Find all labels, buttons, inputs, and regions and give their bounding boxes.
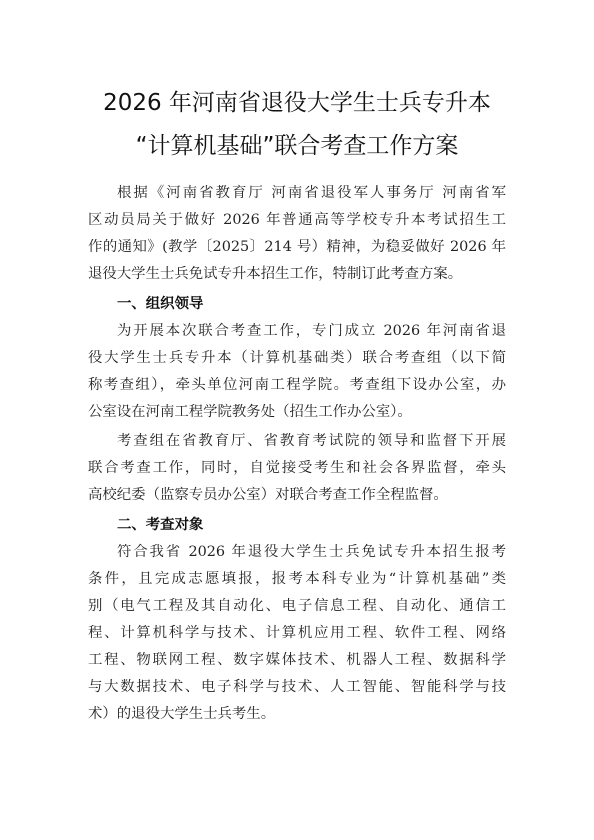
section-1-heading: 一、组织领导 — [117, 296, 204, 312]
section-2-heading: 二、考查对象 — [117, 517, 204, 533]
section-2-para-1-line-4: 程、计算机科学与技术、计算机应用工程、软件工程、网络 — [88, 625, 506, 641]
section-1-para-1-line-4: 公室设在河南工程学院教务处（招生工作办公室）。 — [88, 404, 412, 420]
document-title-line-2: “计算机基础”联合考查工作方案 — [135, 133, 459, 159]
intro-line-2: 区动员局关于做好 2026 年普通高等学校专升本考试招生工 — [88, 212, 506, 228]
section-2-para-1-line-6: 与大数据技术、电子科学与技术、人工智能、智能科学与技 — [88, 679, 506, 695]
section-2-para-1-line-5: 工程、物联网工程、数字媒体技术、机器人工程、数据科学 — [88, 652, 506, 668]
section-2-para-1-line-2: 条件，且完成志愿填报，报考本科专业为“计算机基础”类 — [88, 571, 506, 587]
section-1-para-1-line-1: 为开展本次联合考查工作，专门成立 2026 年河南省退 — [117, 323, 506, 339]
section-2-para-1-line-7: 术）的退役大学生士兵考生。 — [88, 706, 276, 722]
section-1-para-1-line-2: 役大学生士兵专升本（计算机基础类）联合考查组（以下简 — [88, 350, 506, 366]
section-1-para-2-line-3: 高校纪委（监察专员办公室）对联合考查工作全程监督。 — [88, 487, 448, 503]
document-title-line-1: 2026 年河南省退役大学生士兵专升本 — [103, 90, 491, 116]
intro-line-4: 退役大学生士兵免试专升本招生工作，特制订此考查方案。 — [88, 266, 463, 282]
intro-line-1: 根据《河南省教育厅 河南省退役军人事务厅 河南省军 — [117, 185, 506, 201]
section-2-para-1-line-3: 别（电气工程及其自动化、电子信息工程、自动化、通信工 — [88, 598, 506, 614]
document-body — [88, 180, 506, 740]
section-1-para-1-line-3: 称考查组），牵头单位河南工程学院。考查组下设办公室，办 — [88, 377, 506, 393]
section-2-para-1-line-1: 符合我省 2026 年退役大学生士兵免试专升本招生报考 — [117, 544, 506, 560]
section-1-para-2-line-1: 考查组在省教育厅、省教育考试院的领导和监督下开展 — [117, 433, 506, 449]
intro-line-3: 作的通知》(教学〔2025〕214 号）精神，为稳妥做好 2026 年 — [88, 239, 506, 255]
section-1-para-2-line-2: 联合考查工作，同时，自觉接受考生和社会各界监督，牵头 — [88, 460, 506, 476]
